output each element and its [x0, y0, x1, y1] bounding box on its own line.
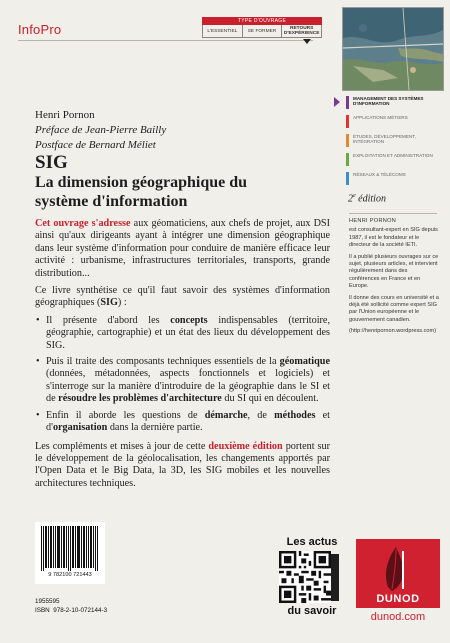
category-label: RÉSEAUX & TÉLÉCOMS: [353, 172, 406, 177]
item-text: Puis il traite des composants techniques essentiels de la: [46, 356, 280, 368]
publisher-url[interactable]: dunod.com: [370, 611, 426, 623]
contents-list: [35, 315, 330, 435]
item-bold: démarche: [204, 409, 248, 421]
list-item: [35, 410, 330, 435]
preface-credit: Préface de Jean-Pierre Bailly: [35, 124, 167, 136]
category-color-bar: [346, 115, 349, 128]
book-title: SIG: [35, 152, 68, 173]
item-bold: géomatique: [279, 356, 330, 368]
category-label: ÉTUDES, DÉVELOPPEMENT, INTÉGRATION: [353, 134, 416, 145]
series-name: InfoPro: [18, 22, 62, 37]
category-label: MANAGEMENT DES SYSTÈMES D'INFORMATION: [353, 96, 424, 107]
selected-type-marker-icon: [303, 39, 311, 44]
quill-icon: [356, 539, 440, 593]
category-list: [340, 96, 445, 191]
isbn-line: [35, 607, 107, 614]
intro-paragraph: [35, 218, 330, 280]
summary-sig: SIG: [100, 297, 118, 309]
type-essentiel: L'ESSENTIEL: [203, 25, 243, 37]
publisher-name: DUNOD: [376, 593, 420, 605]
authors-block: [35, 108, 166, 153]
edition-number: 2: [348, 193, 353, 205]
qr-side-strip: [331, 554, 339, 601]
category-color-bar: [346, 153, 349, 166]
qr-code-icon[interactable]: [279, 551, 331, 603]
postface-credit: Postface de Bernard Méliet: [35, 139, 156, 151]
bio-link[interactable]: (http://henripornon.wordpress.com): [349, 328, 437, 335]
item-text: , de: [247, 409, 275, 421]
bio-rule: [349, 213, 437, 214]
actus-label-bottom: du savoir: [287, 605, 337, 617]
item-text: indispensables (territoire, géographie, cartographie) et un état des lieux du développement des SIG.: [46, 314, 330, 351]
summary-text-a: Ce livre synthétise ce qu'il faut savoir des systèmes d'information géographiques (: [35, 285, 330, 309]
isbn-number: 978-2-10-072144-3: [53, 607, 108, 614]
intro-rest: aux géomaticiens, aux chefs de projet, aux DSI ainsi qu'aux dirigeants ayant à intégrer une dimension géographique dans leur système d'information pour conduire de manière efficace leur activité : urbanisme, infrastructures territoriales, transports, grande distribution...: [35, 218, 330, 279]
edition-text: Les compléments et mises à jour de cette: [35, 440, 209, 452]
barcode-number: 9 782100 721443: [48, 572, 92, 578]
book-type-cells: [202, 25, 322, 38]
list-item: [35, 356, 330, 406]
description-text: [35, 218, 330, 495]
item-bold: résoudre les problèmes d'architecture: [58, 393, 222, 405]
bio-name: HENRI PORNON: [349, 218, 397, 224]
cover-photo-aerial-map: [342, 7, 444, 91]
edition-paragraph: [35, 441, 330, 491]
summary-paragraph: [35, 285, 330, 310]
author-bio: [349, 218, 439, 336]
bio-paragraph: est consultant-expert en SIG depuis 1987, il est le fondateur et le directeur de la société IETI.: [349, 227, 438, 249]
barcode-icon: [41, 526, 99, 571]
item-bold: organisation: [52, 422, 108, 434]
header-rule: [18, 40, 313, 41]
publisher-logo: [356, 539, 440, 608]
edition-label: [348, 193, 386, 204]
edition-suffix: e: [353, 193, 356, 199]
item-text: du SI qui en découlent.: [221, 393, 319, 405]
item-text: (données, métadonnées, aspects fonctionnels et logiciels) et s'interroge sur la manière d'introduire de la géographie dans le SI et de: [46, 368, 330, 405]
actus-label-top: Les actus: [286, 536, 338, 548]
category-label: EXPLOITATION ET ADMINISTRATION: [353, 153, 433, 158]
item-bold: concepts: [170, 314, 208, 326]
internal-code: 1955595: [35, 598, 60, 605]
category-etudes-developpement: [340, 134, 445, 147]
edition-text: portent sur le développement de la géolocalisation, les changements apportés par l'Open Data et le Big Data, la 3D, les SIG mobiles et les nouvelles architectures techniques.: [35, 440, 330, 489]
book-subtitle: La dimension géographique du système d'information: [35, 174, 248, 210]
intro-lead: Cet ouvrage s'adresse: [35, 218, 131, 229]
bio-paragraph: Il donne des cours en université et a déjà été sollicité comme expert SIG par l'Union européenne et le gouvernement canadien.: [349, 294, 439, 323]
category-reseaux-telecoms: [340, 172, 445, 185]
category-color-bar: [346, 134, 349, 147]
summary-text-c: ) :: [117, 297, 127, 309]
item-text: Enfin il aborde les questions de: [46, 409, 205, 421]
type-se-former: SE FORMER: [243, 25, 283, 37]
category-management-si: [340, 96, 445, 109]
category-exploitation-administration: [340, 153, 445, 166]
book-type-label: TYPE D'OUVRAGE: [202, 17, 322, 25]
item-text: et d': [46, 409, 330, 434]
isbn-label: ISBN: [35, 607, 50, 614]
edition-highlight: deuxième édition: [208, 440, 283, 452]
item-text: dans la dernière partie.: [107, 422, 203, 434]
category-color-bar: [346, 172, 349, 185]
list-item: [35, 315, 330, 352]
category-applications-metiers: [340, 115, 445, 128]
author-name: Henri Pornon: [35, 109, 95, 121]
item-text: Il présente d'abord les: [46, 314, 171, 326]
category-label: APPLICATIONS MÉTIERS: [353, 115, 408, 120]
isbn-barcode: [35, 522, 105, 584]
book-type-selector: [202, 17, 322, 38]
active-category-arrow-icon: [334, 97, 340, 107]
type-retours-experience: RETOURS D'EXPÉRIENCE: [283, 26, 320, 36]
item-bold: méthodes: [274, 409, 316, 421]
edition-word: édition: [355, 193, 386, 205]
category-color-bar: [346, 96, 349, 109]
title-block: [35, 152, 295, 211]
bio-paragraph: Il a publié plusieurs ouvrages sur ce sujet, plusieurs articles, et intervient régulièrement dans des conférences en France et en Europe.: [349, 253, 439, 290]
